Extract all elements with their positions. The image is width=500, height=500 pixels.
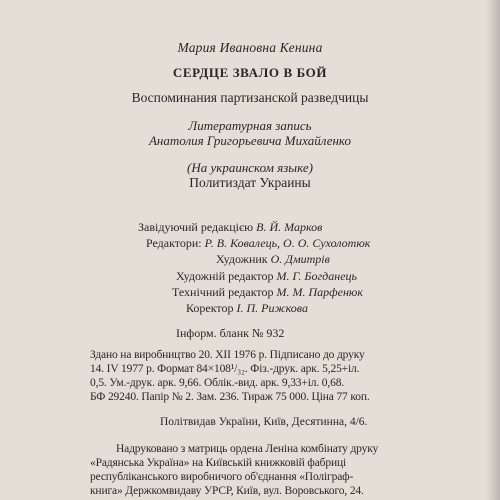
printing-line: Надруковано з матриць ордена Леніна комбінату друку xyxy=(116,443,379,455)
imprint-line: 14. IV 1977 р. Формат 84×108¹/₃₂. Фіз.-друк. арк. 5,25+іл. xyxy=(90,363,360,375)
credit-value: І. П. Рижкова xyxy=(236,301,308,315)
book-subtitle: Воспоминания партизанской разведчицы xyxy=(131,90,369,105)
credit-label: Художник xyxy=(216,252,268,266)
credit-value: М. М. Парфенюк xyxy=(276,285,363,299)
credit-proofreader xyxy=(186,301,308,316)
credit-tech-editor xyxy=(172,285,363,300)
credit-value: М. Г. Богданець xyxy=(276,269,357,283)
printing-line: книга» Держкомвидаву УРСР, Київ, вул. Воровського, 24. xyxy=(90,485,364,497)
credit-editors xyxy=(146,236,370,251)
credit-art-editor xyxy=(176,269,357,284)
credit-label: Коректор xyxy=(186,301,234,315)
credit-artist xyxy=(216,252,330,267)
info-blank-number: Інформ. бланк № 932 xyxy=(176,326,285,340)
credit-label: Технічний редактор xyxy=(172,285,274,299)
language-note: (На украинском языке) xyxy=(187,160,313,175)
publisher-address: Політвидав України, Київ, Десятинна, 4/6. xyxy=(160,416,368,428)
printing-line: «Радянська Україна» на Київській книжковій фабриці xyxy=(90,457,347,469)
publisher-name: Политиздат Украины xyxy=(189,175,311,190)
literary-record-name: Анатолия Григорьевича Михайленко xyxy=(148,133,352,148)
imprint-line: БФ 29240. Папір № 2. Зам. 236. Тираж 75 000. Ціна 77 коп. xyxy=(90,391,370,403)
credit-label: Художній редактор xyxy=(176,269,274,283)
page-gutter-shadow xyxy=(486,0,500,500)
credit-label: Завідуючий редакцією xyxy=(138,220,254,234)
credit-editor-in-chief xyxy=(138,220,322,235)
credit-value: О. Дмитрів xyxy=(270,252,330,266)
printing-line: республіканського виробничого об'єднання «Поліграф- xyxy=(90,471,354,483)
book-title: СЕРДЦЕ ЗВАЛО В БОЙ xyxy=(172,65,328,80)
imprint-line: 0,5. Ум.-друк. арк. 9,66. Облік.-вид. арк. 9,33+іл. 0,68. xyxy=(90,377,345,389)
credit-value: Р. В. Ковалець, О. О. Сухолотюк xyxy=(204,236,371,250)
credit-value: В. Й. Марков xyxy=(256,220,323,234)
imprint-line: Здано на виробництво 20. XII 1976 р. Підписано до друку xyxy=(90,349,365,361)
literary-record-label: Литературная запись xyxy=(188,118,312,133)
author-name: Мария Ивановна Кенина xyxy=(177,40,323,55)
credit-label: Редактори: xyxy=(146,236,202,250)
